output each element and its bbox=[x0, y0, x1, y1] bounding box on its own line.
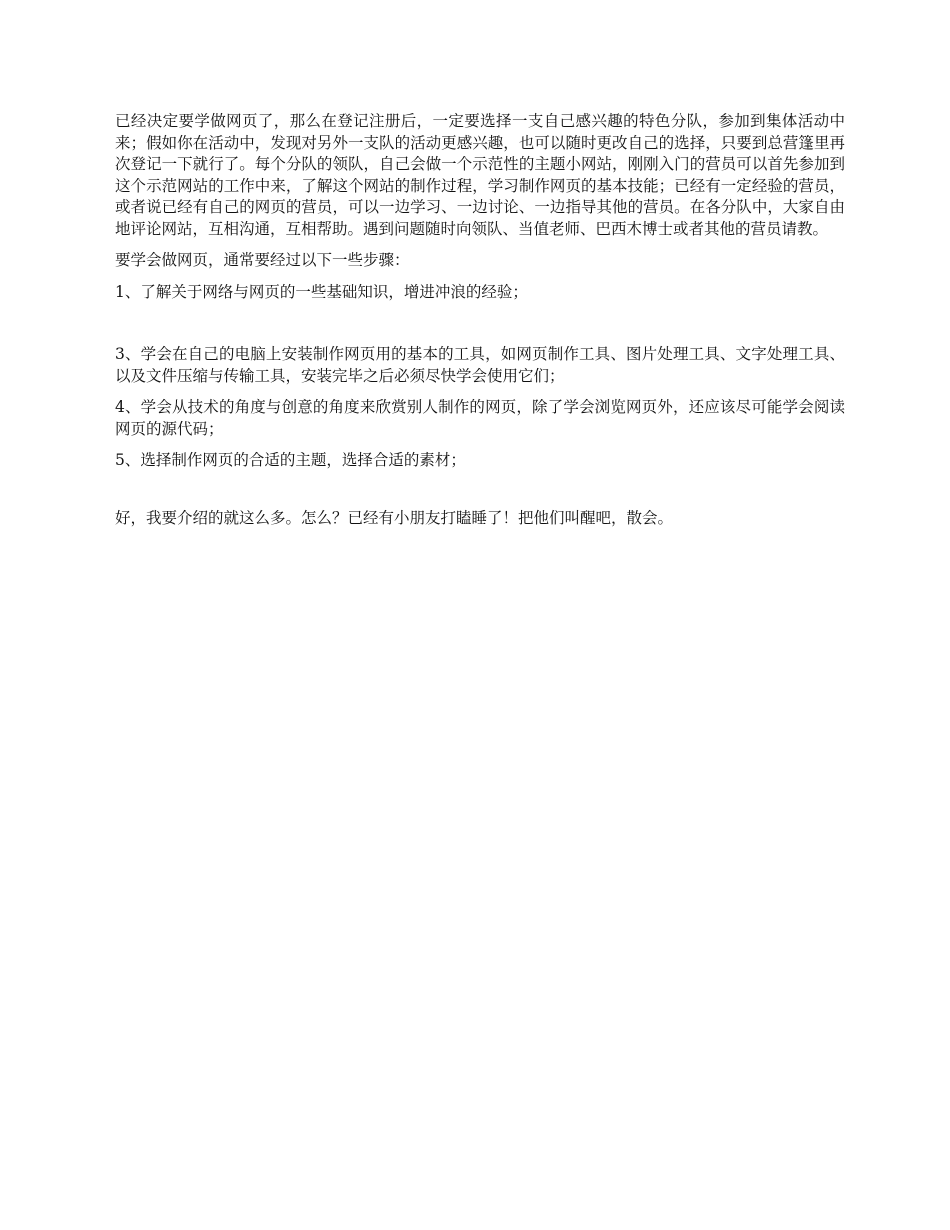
closing-paragraph: 好，我要介绍的就这么多。怎么？已经有小朋友打瞌睡了！把他们叫醒吧，散会。 bbox=[115, 508, 674, 527]
step-1-paragraph: 1、了解关于网络与网页的一些基础知识，增进冲浪的经验； bbox=[115, 282, 528, 301]
step-4-paragraph: 4、学会从技术的角度与创意的角度来欣赏别人制作的网页，除了学会浏览网页外，还应该尽可能学会阅读网页的源代码； bbox=[115, 398, 845, 438]
document-body bbox=[115, 111, 845, 539]
steps-intro-paragraph: 要学会做网页，通常要经过以下一些步骤： bbox=[115, 251, 410, 269]
intro-paragraph: 已经决定要学做网页了，那么在登记注册后，一定要选择一支自己感兴趣的特色分队，参加到集体活动中来；假如你在活动中，发现对另外一支队的活动更感兴趣，也可以随时更改自己的选择，只要到总营篷里再次登记一下就行了。每个分队的领队，自己会做一个示范性的主题小网站，刚刚入门的营员可以首先参加到这个示范网站的工作中来，了解这个网站的制作过程，学习制作网页的基本技能；已经有一定经验的营员，或者说已经有自己的网页的营员，可以一边学习、一边讨论、一边指导其他的营员。在各分队中，大家自由地评论网站，互相沟通，互相帮助。遇到问题随时向领队、当值老师、巴西木博士或者其他的营员请教。 bbox=[115, 112, 845, 238]
blank-spacer bbox=[115, 482, 845, 508]
blank-spacer bbox=[115, 313, 845, 344]
step-5-paragraph: 5、选择制作网页的合适的主题，选择合适的素材； bbox=[115, 451, 466, 469]
step-3-paragraph: 3、学会在自己的电脑上安装制作网页用的基本的工具，如网页制作工具、图片处理工具、文字处理工具、以及文件压缩与传输工具，安装完毕之后必须尽快学会使用它们； bbox=[115, 345, 845, 385]
